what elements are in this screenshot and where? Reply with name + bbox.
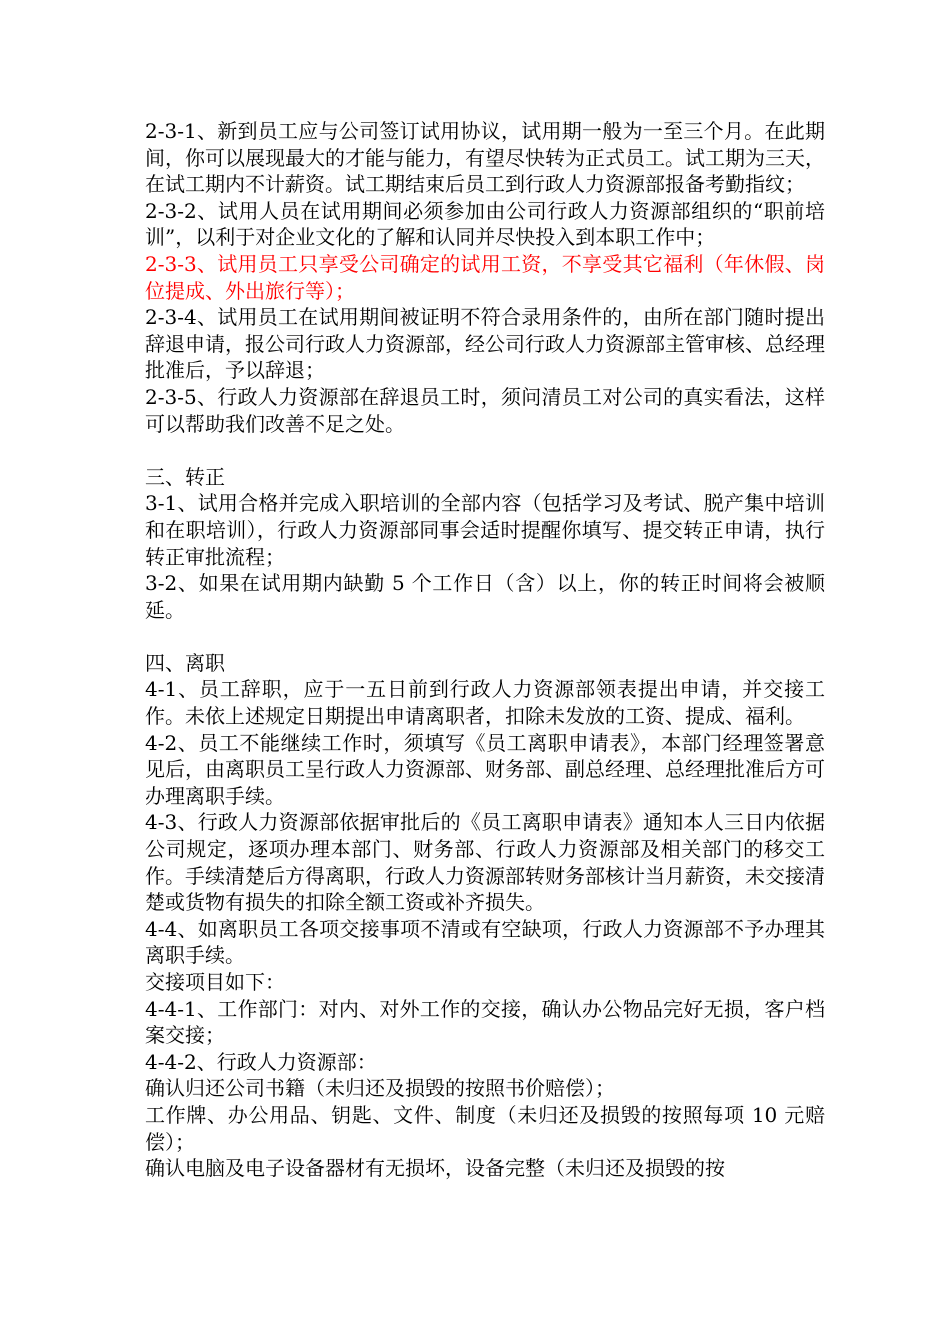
paragraph-return-items: 工作牌、办公用品、钥匙、文件、制度（未归还及损毁的按照每项 10 元赔偿）； <box>145 1102 825 1154</box>
document-body <box>145 118 825 1182</box>
paragraph-4-1: 4-1、员工辞职，应于一五日前到行政人力资源部领表提出申请，并交接工作。未依上述规定日期提出申请离职者，扣除未发放的工资、提成、福利。 <box>145 677 825 729</box>
paragraph-3-2: 3-2、如果在试用期内缺勤 5 个工作日（含）以上，你的转正时间将会被顺延。 <box>145 571 825 622</box>
paragraph-2-3-5: 2-3-5、行政人力资源部在辞退员工时，须问清员工对公司的真实看法，这样可以帮助我们改善不足之处。 <box>145 384 825 436</box>
paragraph-handover-intro: 交接项目如下： <box>145 970 285 994</box>
paragraph-4-4-1: 4-4-1、工作部门：对内、对外工作的交接，确认办公物品完好无损，客户档案交接； <box>145 996 825 1048</box>
paragraph-2-3-3-highlighted: 2-3-3、试用员工只享受公司确定的试用工资，不享受其它福利（年休假、岗位提成、外出旅行等）； <box>145 251 825 303</box>
paragraph-2-3-2: 2-3-2、试用人员在试用期间必须参加由公司行政人力资源部组织的“职前培训”，以利于对企业文化的了解和认同并尽快投入到本职工作中； <box>145 198 825 250</box>
section-heading-resignation: 四、离职 <box>145 650 225 675</box>
paragraph-4-4: 4-4、如离职员工各项交接事项不清或有空缺项，行政人力资源部不予办理其离职手续。 <box>145 916 825 968</box>
paragraph-4-2: 4-2、员工不能继续工作时，须填写《员工离职申请表》，本部门经理签署意见后，由离职员工呈行政人力资源部、财务部、副总经理、总经理批准后方可办理离职手续。 <box>145 730 825 808</box>
paragraph-4-4-2: 4-4-2、行政人力资源部： <box>145 1049 377 1074</box>
spacer <box>145 437 825 464</box>
paragraph-return-books: 确认归还公司书籍（未归还及损毁的按照书价赔偿）； <box>145 1076 615 1101</box>
paragraph-2-3-4: 2-3-4、试用员工在试用期间被证明不符合录用条件的，由所在部门随时提出辞退申请，报公司行政人力资源部，经公司行政人力资源部主管审核、总经理批准后，予以辞退； <box>145 305 825 383</box>
paragraph-2-3-1: 2-3-1、新到员工应与公司签订试用协议，试用期一般为一至三个月。在此期间，你可以展现最大的才能与能力，有望尽快转为正式员工。试工期为三天，在试工期内不计薪资。试工期结束后员工到行政人力资源部报备考勤指纹； <box>145 119 825 197</box>
section-heading-confirmation: 三、转正 <box>145 464 225 489</box>
paragraph-check-equipment: 确认电脑及电子设备器材有无损坏，设备完整（未归还及损毁的按 <box>145 1156 725 1181</box>
spacer <box>145 623 825 650</box>
paragraph-4-3: 4-3、行政人力资源部依据审批后的《员工离职申请表》通知本人三日内依据公司规定，逐项办理本部门、财务部、行政人力资源部及相关部门的移交工作。手续清楚后方得离职，行政人力资源部转财务部核计当月薪资，未交接清楚或货物有损失的扣除全额工资或补齐损失。 <box>145 810 825 915</box>
paragraph-3-1: 3-1、试用合格并完成入职培训的全部内容（包括学习及考试、脱产集中培训和在职培训），行政人力资源部同事会适时提醒你填写、提交转正申请，执行转正审批流程； <box>145 491 825 569</box>
